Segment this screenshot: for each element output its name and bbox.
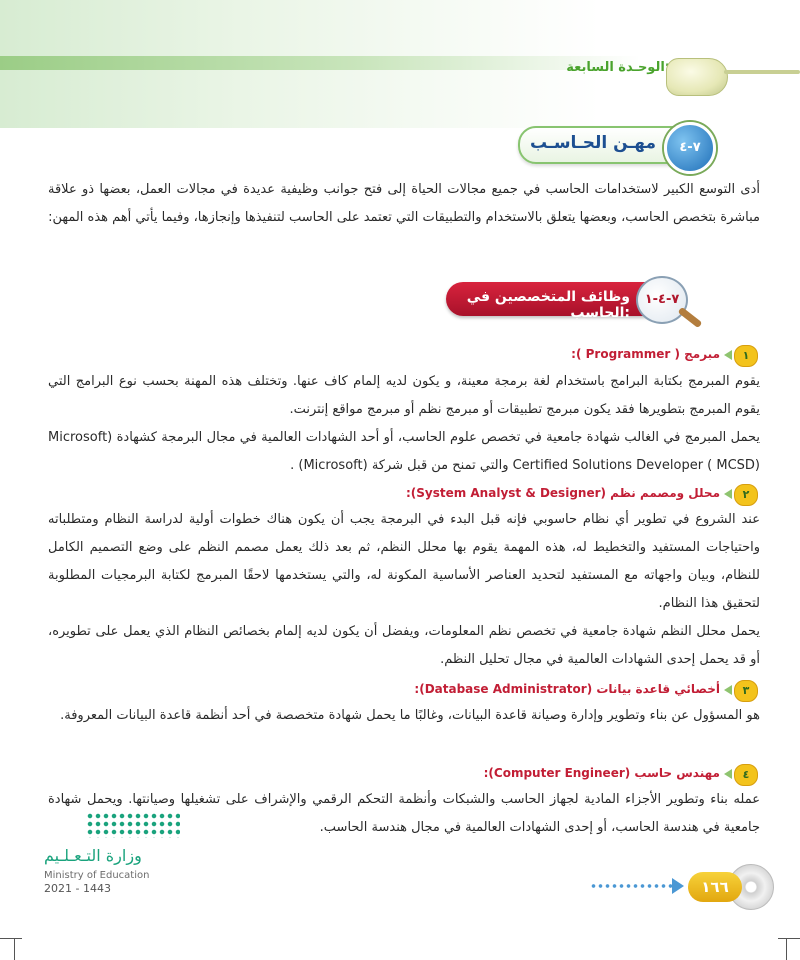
arrow-left-icon <box>724 489 732 499</box>
crop-mark <box>0 938 22 939</box>
edition-year: 2021 - 1443 <box>44 882 111 895</box>
item-paragraph: يقوم المبرمج بكتابة البرامج باستخدام لغة برمجة معينة، و يكون لديه إلمام كاف عنها. وتختلف هذه المهنة بحسب نوع البرامج التي يقوم المبرمج بتطويرها فقد يكون مبرمج تطبيقات أو مبرمج نظم أو مبرمج مواقع إنترنت. <box>48 374 760 417</box>
page-number: ١٦٦ <box>688 872 742 902</box>
magnifier-handle-icon <box>678 307 703 329</box>
item-heading-system-analyst: محلل ومصمم نظم (System Analyst & Designer): <box>405 486 720 500</box>
item-paragraph: عمله بناء وتطوير الأجزاء المادية لجهاز الحاسب والشبكات وأنظمة التحكم الرقمي والإشراف على تشغيلها وصيانتها. ويحمل شهادة جامعية في هندسة الحاسب، أو إحدى الشهادات العالمية في مجال هندسة الحاسب. <box>48 792 760 835</box>
arrow-left-icon <box>724 350 732 360</box>
item-heading-database-admin: أخصائي قاعدة بيانات (Database Administrator): <box>414 682 720 696</box>
item-number-badge: ٣ <box>734 680 758 702</box>
item-number-badge: ٢ <box>734 484 758 506</box>
section-number-badge: ٧-٤ <box>664 122 716 174</box>
item-heading-programmer: مبرمج ( Programmer ): <box>571 347 720 361</box>
item-paragraph: يحمل المبرمج في الغالب شهادة جامعية في تخصص علوم الحاسب، أو أحد الشهادات العالمية في مجال البرمجة كشهادة (Microsoft Certified Solutions Developer ( MCSD) والتي تمنح من قبل شركة (Microsoft) . <box>48 430 760 473</box>
item-paragraph: هو المسؤول عن بناء وتطوير وإدارة وصيانة قاعدة البيانات، وغالبًا ما يحمل شهادة متخصصة في أحد أنظمة قاعدة البيانات المعروفة. <box>60 708 760 723</box>
arrow-left-icon <box>724 769 732 779</box>
item-paragraph: يحمل محلل النظم شهادة جامعية في تخصص نظم المعلومات، ويفضل أن يكون لديه إلمام بخصائص النظام الذي يعمل على تطويره، أو قد يحمل إحدى الشهادات العالمية في مجال تحليل النظم. <box>48 624 760 667</box>
crop-mark <box>14 938 15 960</box>
ministry-name-arabic: وزارة التـعـلـيم <box>44 846 142 865</box>
magnifier-icon: ٧-٤-١ <box>636 276 688 324</box>
ministry-logo-icon <box>86 812 180 838</box>
item-number-badge: ٤ <box>734 764 758 786</box>
crop-mark <box>786 938 787 960</box>
arrow-right-icon <box>672 878 684 894</box>
subsection-title: وظائف المتخصصين في الحاسب: <box>466 289 630 321</box>
dotted-line <box>590 884 672 888</box>
crop-mark <box>778 938 800 939</box>
ministry-name-english: Ministry of Education <box>44 870 150 881</box>
item-number-badge: ١ <box>734 345 758 367</box>
intro-paragraph: أدى التوسع الكبير لاستخدامات الحاسب في جميع مجالات الحياة إلى فتح جوانب وظيفية عديدة في مجالات العمل، بعضها ذو علاقة مباشرة بتخصص الحاسب، وبعضها يتعلق بالاستخدام والتطبيقات التي تعتمد على الحاسب لتنفيذها وإنجازها، وفيما يأتي أهم هذه المهن: <box>48 182 760 225</box>
item-paragraph: عند الشروع في تطوير أي نظام حاسوبي فإنه قبل البدء في البرمجة يجب أن يكون هناك خطوات أولية لدراسة النظام ومتطلباته واحتياجات المستفيد والتخطيط له، هذه المهمة يقوم بها محلل النظم، ثم بعد ذلك يعمل مصمم النظم على وضع التصميم الكامل للنظام، وبيان واجهاته مع المستفيد لتحديد العناصر الأساسية المكونة له، والتي يستخدمها لاحقًا المبرمج لكتابة البرمجيات المطلوبة لتحقيق هذا النظام. <box>48 512 760 611</box>
item-heading-computer-engineer: مهندس حاسب (Computer Engineer): <box>483 766 720 780</box>
section-title: مهـن الحـاسـب <box>530 133 656 153</box>
mouse-cable-icon <box>724 70 800 74</box>
arrow-left-icon <box>724 685 732 695</box>
unit-title: الوحـدة السابعة <box>566 60 665 75</box>
computer-mouse-icon <box>666 58 728 96</box>
